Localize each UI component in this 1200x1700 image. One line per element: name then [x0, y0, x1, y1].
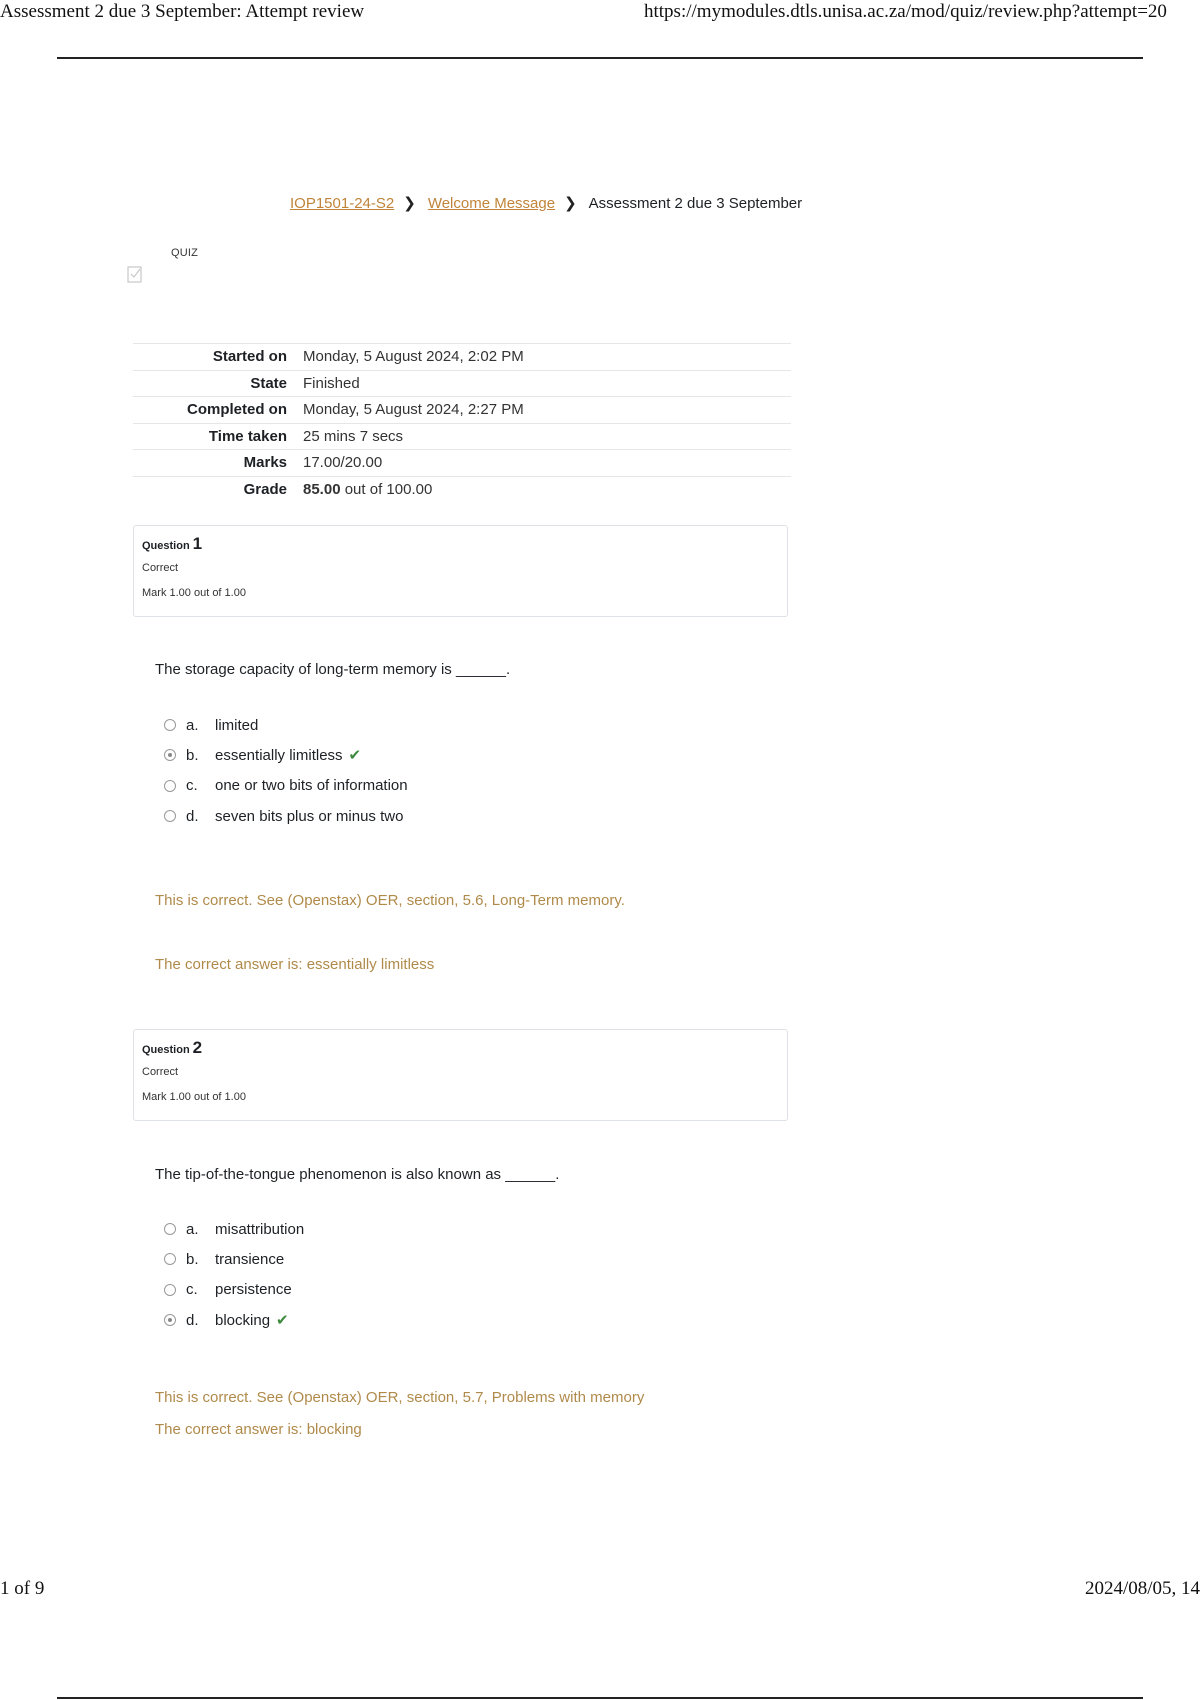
chevron-right-icon: ❯ [403, 195, 416, 212]
grade-label: Grade [243, 481, 287, 498]
answer-letter: b. [186, 1250, 199, 1268]
answer-option[interactable] [164, 1244, 304, 1274]
answer-option[interactable] [164, 801, 408, 831]
summary-value: Monday, 5 August 2024, 2:02 PM [303, 348, 524, 366]
question-label: Question [142, 540, 190, 552]
answer-radio[interactable] [164, 1223, 176, 1235]
question-number-value: 1 [192, 534, 203, 553]
summary-label: Time taken [208, 427, 287, 445]
summary-row [133, 423, 791, 450]
breadcrumb-section-link[interactable]: Welcome Message [427, 194, 556, 212]
summary-label: Marks [243, 454, 287, 472]
answer-radio[interactable] [164, 1253, 176, 1265]
answer-text: persistence [215, 1281, 292, 1299]
print-header [0, 0, 1200, 30]
answer-option[interactable] [164, 710, 408, 740]
answer-text: blocking [215, 1311, 271, 1329]
grade-value: 85.00 [303, 481, 341, 498]
grade-cell [303, 476, 791, 503]
breadcrumb-current: Assessment 2 due 3 September [588, 194, 803, 212]
answer-text: essentially limitless [215, 746, 343, 764]
breadcrumb-course-link[interactable]: IOP1501-24-S2 [290, 194, 395, 212]
summary-row [133, 397, 791, 424]
print-datetime: 2024/08/05, 14 [1085, 1578, 1200, 1599]
summary-label: Started on [212, 348, 287, 366]
answer-radio-selected[interactable] [164, 1314, 176, 1326]
answer-radio[interactable] [164, 719, 176, 731]
specific-feedback: This is correct. See (Openstax) OER, section, 5.6, Long-Term memory. [155, 892, 625, 909]
question-label: Question [142, 1044, 190, 1056]
answer-text: misattribution [215, 1220, 305, 1238]
answer-text: seven bits plus or minus two [215, 807, 404, 825]
answer-radio[interactable] [164, 810, 176, 822]
summary-value: Finished [303, 374, 360, 392]
question-number-value: 2 [192, 1038, 203, 1057]
question-state: Correct [142, 562, 179, 574]
answer-option[interactable] [164, 1214, 304, 1244]
question-state: Correct [142, 1066, 179, 1078]
specific-feedback: This is correct. See (Openstax) OER, section, 5.7, Problems with memory [155, 1389, 645, 1406]
summary-row [133, 344, 791, 371]
answer-text: limited [215, 716, 259, 734]
question-number [142, 1038, 779, 1058]
question-mark: Mark 1.00 out of 1.00 [142, 587, 246, 599]
page-number: 1 of 9 [0, 1578, 45, 1599]
summary-value: 17.00/20.00 [303, 454, 383, 472]
chevron-right-icon: ❯ [564, 195, 577, 212]
attempt-summary-table [133, 343, 791, 503]
question-info-box [133, 1029, 788, 1121]
grade-suffix: out of 100.00 [344, 481, 433, 498]
question-mark: Mark 1.00 out of 1.00 [142, 1091, 246, 1103]
print-header-title: Assessment 2 due 3 September: Attempt review [0, 1, 365, 22]
right-answer-feedback: The correct answer is: essentially limitless [155, 956, 435, 973]
activity-type-label: QUIZ [171, 247, 199, 259]
correct-check-icon: ✔ [276, 1312, 289, 1330]
footer-divider [57, 1697, 1143, 1699]
summary-label: Completed on [187, 401, 287, 419]
question-info-box [133, 525, 788, 617]
answer-letter: d. [186, 1311, 199, 1329]
answer-letter: a. [186, 716, 199, 734]
answer-letter: c. [186, 1281, 198, 1299]
answer-letter: b. [186, 746, 199, 764]
summary-row-grade [133, 476, 791, 503]
answer-radio-selected[interactable] [164, 749, 176, 761]
quiz-icon [127, 265, 143, 283]
question-text: The tip-of-the-tongue phenomenon is also known as ______. [155, 1166, 560, 1183]
print-header-url: https://mymodules.dtls.unisa.ac.za/mod/quiz/review.php?attempt=20 [644, 1, 1167, 22]
answer-letter: a. [186, 1220, 199, 1238]
answer-radio[interactable] [164, 1284, 176, 1296]
header-divider [57, 57, 1143, 59]
answer-option[interactable] [164, 740, 408, 770]
question-number [142, 534, 779, 554]
print-footer [0, 1578, 1200, 1602]
summary-value: Monday, 5 August 2024, 2:27 PM [303, 401, 524, 419]
summary-row [133, 450, 791, 477]
question-text: The storage capacity of long-term memory is ______. [155, 661, 511, 678]
answer-option[interactable] [164, 771, 408, 801]
answer-option[interactable] [164, 1305, 304, 1335]
summary-row [133, 370, 791, 397]
answer-list [164, 710, 408, 831]
correct-check-icon: ✔ [348, 747, 362, 765]
answer-list [164, 1214, 304, 1335]
answer-radio[interactable] [164, 780, 176, 792]
answer-option[interactable] [164, 1275, 304, 1305]
answer-text: transience [215, 1250, 285, 1268]
breadcrumb [290, 194, 802, 212]
answer-letter: c. [186, 777, 198, 795]
summary-label: State [250, 374, 287, 392]
summary-value: 25 mins 7 secs [303, 427, 404, 445]
answer-letter: d. [186, 807, 199, 825]
answer-text: one or two bits of information [215, 777, 408, 795]
right-answer-feedback: The correct answer is: blocking [155, 1421, 362, 1438]
